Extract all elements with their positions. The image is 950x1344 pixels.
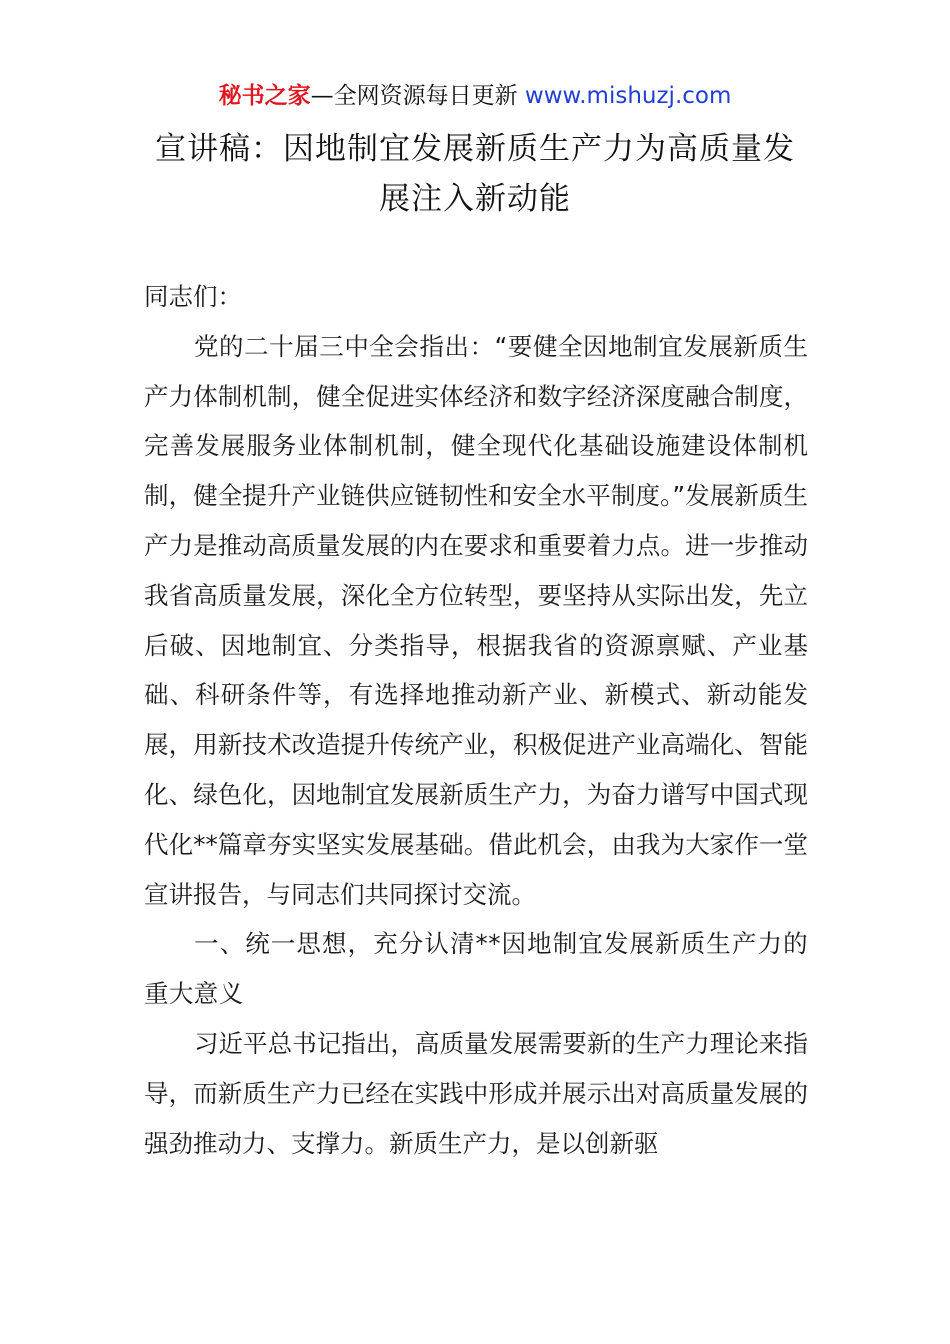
paragraph-1: 党的二十届三中全会指出：“要健全因地制宜发展新质生产力体制机制，健全促进实体经济和数字经济深度融合制度，完善发展服务业体制机制，健全现代化基础设施建设体制机制，健全提升产业链供应链韧性和安全水平制度。”发展新质生产力是推动高质量发展的内在要求和重要着力点。进一步推动我省高质量发展，深化全方位转型，要坚持从实际出发，先立后破、因地制宜、分类指导，根据我省的资源禀赋、产业基础、科研条件等，有选择地推动新产业、新模式、新动能发展，用新技术改造提升传统产业，积极促进产业高端化、智能化、绿色化，因地制宜发展新质生产力，为奋力谱写中国式现代化**篇章夯实坚实发展基础。借此机会，由我为大家作一堂宣讲报告，与同志们共同探讨交流。 [144, 331, 808, 909]
document-body [144, 272, 808, 1168]
site-brand: 秘书之家 [218, 83, 311, 109]
site-url[interactable]: www.mishuzj.com [524, 83, 732, 109]
section-1-heading: 一、统一思想，充分认清**因地制宜发展新质生产力的重大意义 [144, 929, 808, 1009]
paragraph-2: 习近平总书记指出，高质量发展需要新的生产力理论来指导，而新质生产力已经在实践中形成并展示出对高质量发展的强劲推动力、支撑力。新质生产力，是以创新驱 [144, 1028, 808, 1158]
salutation: 同志们： [144, 282, 242, 311]
site-tagline: —全网资源每日更新 [310, 83, 518, 109]
document-title-line-2: 展注入新动能 [379, 181, 571, 217]
document-title-line-1: 宣讲稿：因地制宜发展新质生产力为高质量发 [155, 131, 795, 167]
site-header [0, 80, 950, 112]
document-title [140, 124, 810, 224]
